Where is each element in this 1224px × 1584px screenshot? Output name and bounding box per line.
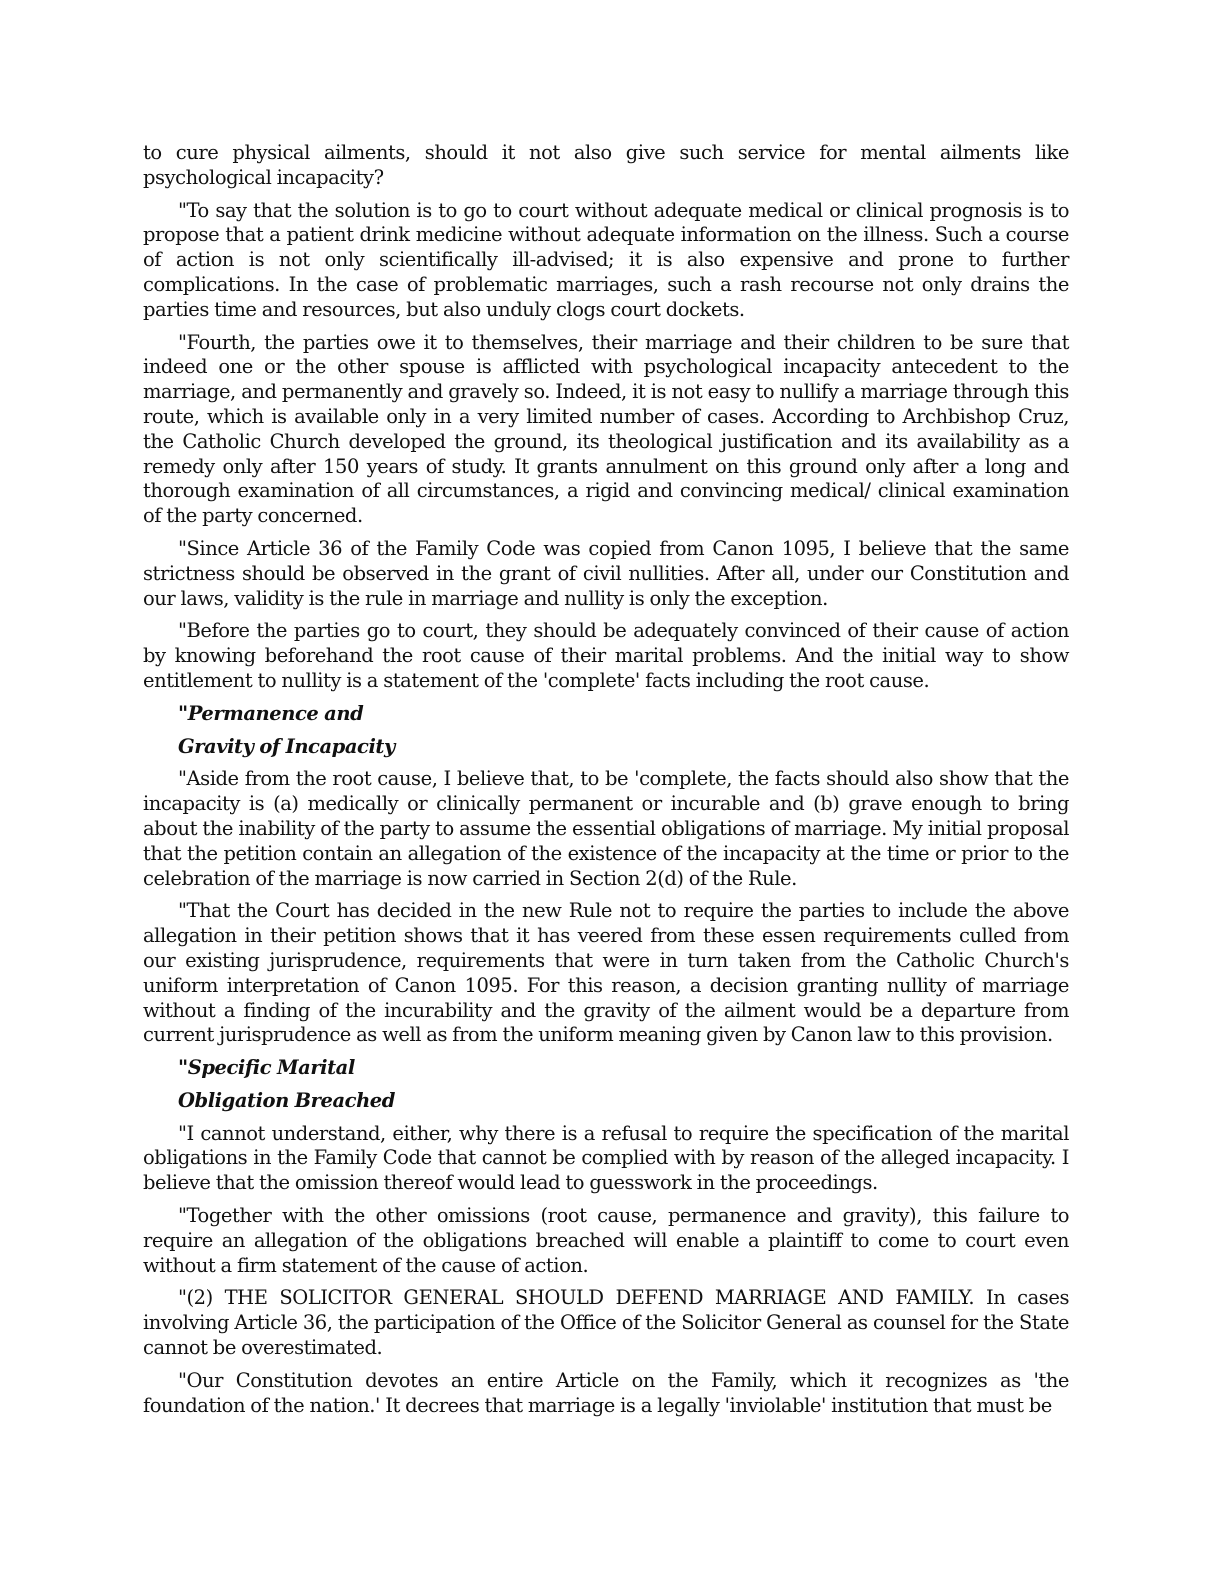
section-heading: Obligation Breached (178, 1088, 395, 1112)
body-paragraph: "(2) THE SOLICITOR GENERAL SHOULD DEFEND MARRIAGE AND FAMILY. In cases involving Article 36, the participation of the Office of the Solicitor General as counsel for the State cannot be overestimated. (143, 1286, 1069, 1360)
document-page (143, 141, 1069, 1418)
body-paragraph: "That the Court has decided in the new Rule not to require the parties to include the above allegation in their petition shows that it has veered from these essen requirements culled from our existing jurisprudence, requirements that were in turn taken from the Catholic Church's uniform interpretation of Canon 1095. For this reason, a decision granting nullity of marriage without a finding of the incurability and the gravity of the ailment would be a departure from current jurisprudence as well as from the uniform meaning given by Canon law to this provision. (143, 899, 1069, 1047)
body-paragraph: "To say that the solution is to go to court without adequate medical or clinical prognosis is to propose that a patient drink medicine without adequate information on the illness. Such a course of action is not only scientifically ill-advised; it is also expensive and prone to further complications. In the case of problematic marriages, such a rash recourse not only drains the parties time and resources, but also unduly clogs court dockets. (143, 198, 1069, 321)
section-heading: "Specific Marital (178, 1056, 355, 1080)
body-paragraph: "Aside from the root cause, I believe that, to be 'complete, the facts should also show that the incapacity is (a) medically or clinically permanent or incurable and (b) grave enough to bring about the inability of the party to assume the essential obligations of marriage. My initial proposal that the petition contain an allegation of the existence of the incapacity at the time or prior to the celebration of the marriage is now carried in Section 2(d) of the Rule. (143, 767, 1069, 890)
section-heading: Gravity of Incapacity (178, 734, 395, 758)
body-paragraph: to cure physical ailments, should it not also give such service for mental ailments like psychological incapacity? (143, 141, 1069, 189)
body-paragraph: "Since Article 36 of the Family Code was copied from Canon 1095, I believe that the same strictness should be observed in the grant of civil nullities. After all, under our Constitution and our laws, validity is the rule in marriage and nullity is only the exception. (143, 536, 1069, 610)
body-paragraph: "I cannot understand, either, why there is a refusal to require the specification of the marital obligations in the Family Code that cannot be complied with by reason of the alleged incapacity. I believe that the omission thereof would lead to guesswork in the proceedings. (143, 1121, 1069, 1195)
body-paragraph: "Together with the other omissions (root cause, permanence and gravity), this failure to require an allegation of the obligations breached will enable a plaintiff to come to court even without a firm statement of the cause of action. (143, 1204, 1069, 1277)
body-paragraph: "Before the parties go to court, they should be adequately convinced of their cause of action by knowing beforehand the root cause of their marital problems. And the initial way to show entitlement to nullity is a statement of the 'complete' facts including the root cause. (143, 619, 1069, 692)
body-paragraph: "Fourth, the parties owe it to themselves, their marriage and their children to be sure that indeed one or the other spouse is afflicted with psychological incapacity antecedent to the marriage, and permanently and gravely so. Indeed, it is not easy to nullify a marriage through this route, which is available only in a very limited number of cases. According to Archbishop Cruz, the Catholic Church developed the ground, its theological justification and its availability as a remedy only after 150 years of study. It grants annulment on this ground only after a long and thorough examination of all circumstances, a rigid and convincing medical/ clinical examination of the party concerned. (143, 330, 1069, 528)
body-paragraph: "Our Constitution devotes an entire Article on the Family, which it recognizes as 'the foundation of the nation.' It decrees that marriage is a legally 'inviolable' institution that must be (143, 1368, 1069, 1417)
section-heading: "Permanence and (178, 701, 364, 725)
